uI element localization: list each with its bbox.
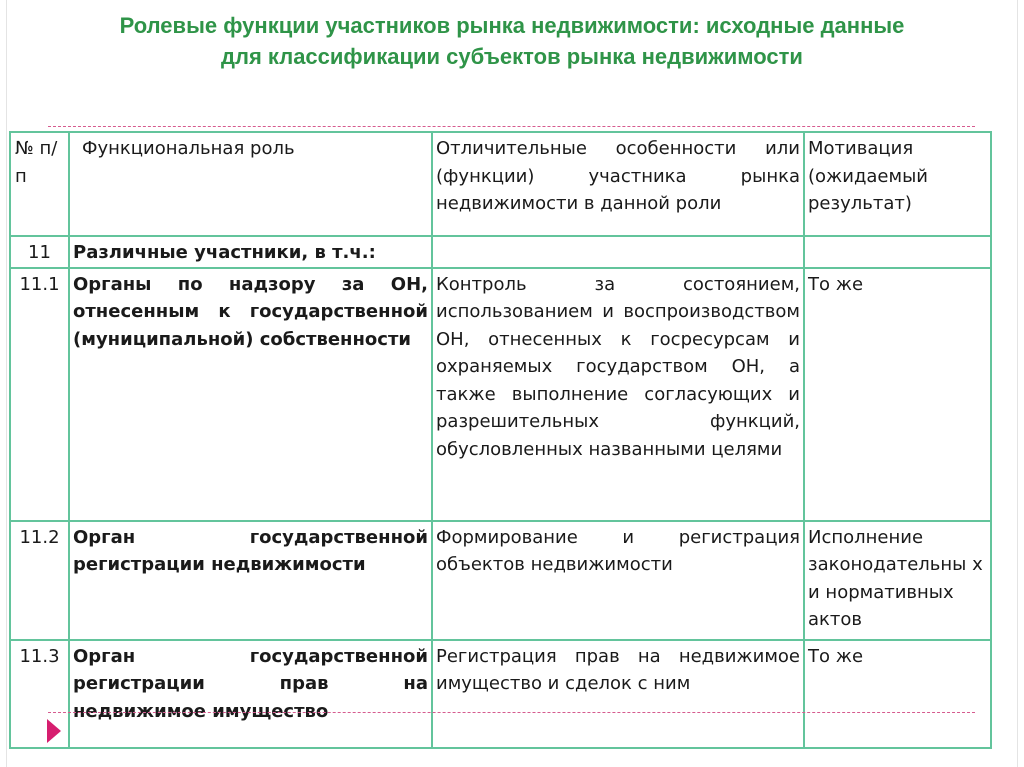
row-features: Регистрация прав на недвижимое имущество и сделок с ним: [432, 640, 804, 748]
slide-border-right: [1017, 0, 1018, 767]
top-dashed-divider: [48, 126, 975, 127]
row-motivation: То же: [804, 268, 991, 521]
row-features: Контроль за состоянием, использованием и воспроизводством ОН, отнесенных к госресурсам и охраняемых государством ОН, а также выполнение согласующих и разрешительных функций, обусловленных названными целями: [432, 268, 804, 521]
table-row: [10, 268, 991, 521]
header-num: № п/п: [10, 132, 69, 236]
row-role: Орган государственной регистрации недвижимости: [69, 521, 432, 640]
row-role: Орган государственной регистрации прав на недвижимое имущество: [69, 640, 432, 748]
row-features: [432, 236, 804, 268]
table-row: [10, 521, 991, 640]
roles-table: [9, 131, 992, 749]
row-num: 11.3: [10, 640, 69, 748]
slide-border-left: [6, 0, 7, 767]
table-row: [10, 236, 991, 268]
row-num: 11.1: [10, 268, 69, 521]
header-role: Функциональная роль: [69, 132, 432, 236]
table-header-row: [10, 132, 991, 236]
row-features: Формирование и регистрация объектов недвижимости: [432, 521, 804, 640]
bottom-dashed-divider: [48, 712, 975, 713]
row-motivation: То же: [804, 640, 991, 748]
slide-title: [40, 10, 984, 72]
row-role: Органы по надзору за ОН, отнесенным к государственной (муниципальной) собственности: [69, 268, 432, 521]
slide-title-line-1: Ролевые функции участников рынка недвижимости: исходные данные: [119, 13, 905, 38]
row-motivation: Исполнение законодательны х и нормативных актов: [804, 521, 991, 640]
slide-title-line-2: для классификации субъектов рынка недвижимости: [221, 44, 803, 69]
row-role: Различные участники, в т.ч.:: [69, 236, 432, 268]
header-features: Отличительные особенности или (функции) участника рынка недвижимости в данной роли: [432, 132, 804, 236]
row-num: 11: [10, 236, 69, 268]
row-motivation: [804, 236, 991, 268]
triangle-right-icon: [47, 719, 61, 743]
table-row: [10, 640, 991, 748]
header-motivation: Мотивация (ожидаемый результат): [804, 132, 991, 236]
row-num: 11.2: [10, 521, 69, 640]
